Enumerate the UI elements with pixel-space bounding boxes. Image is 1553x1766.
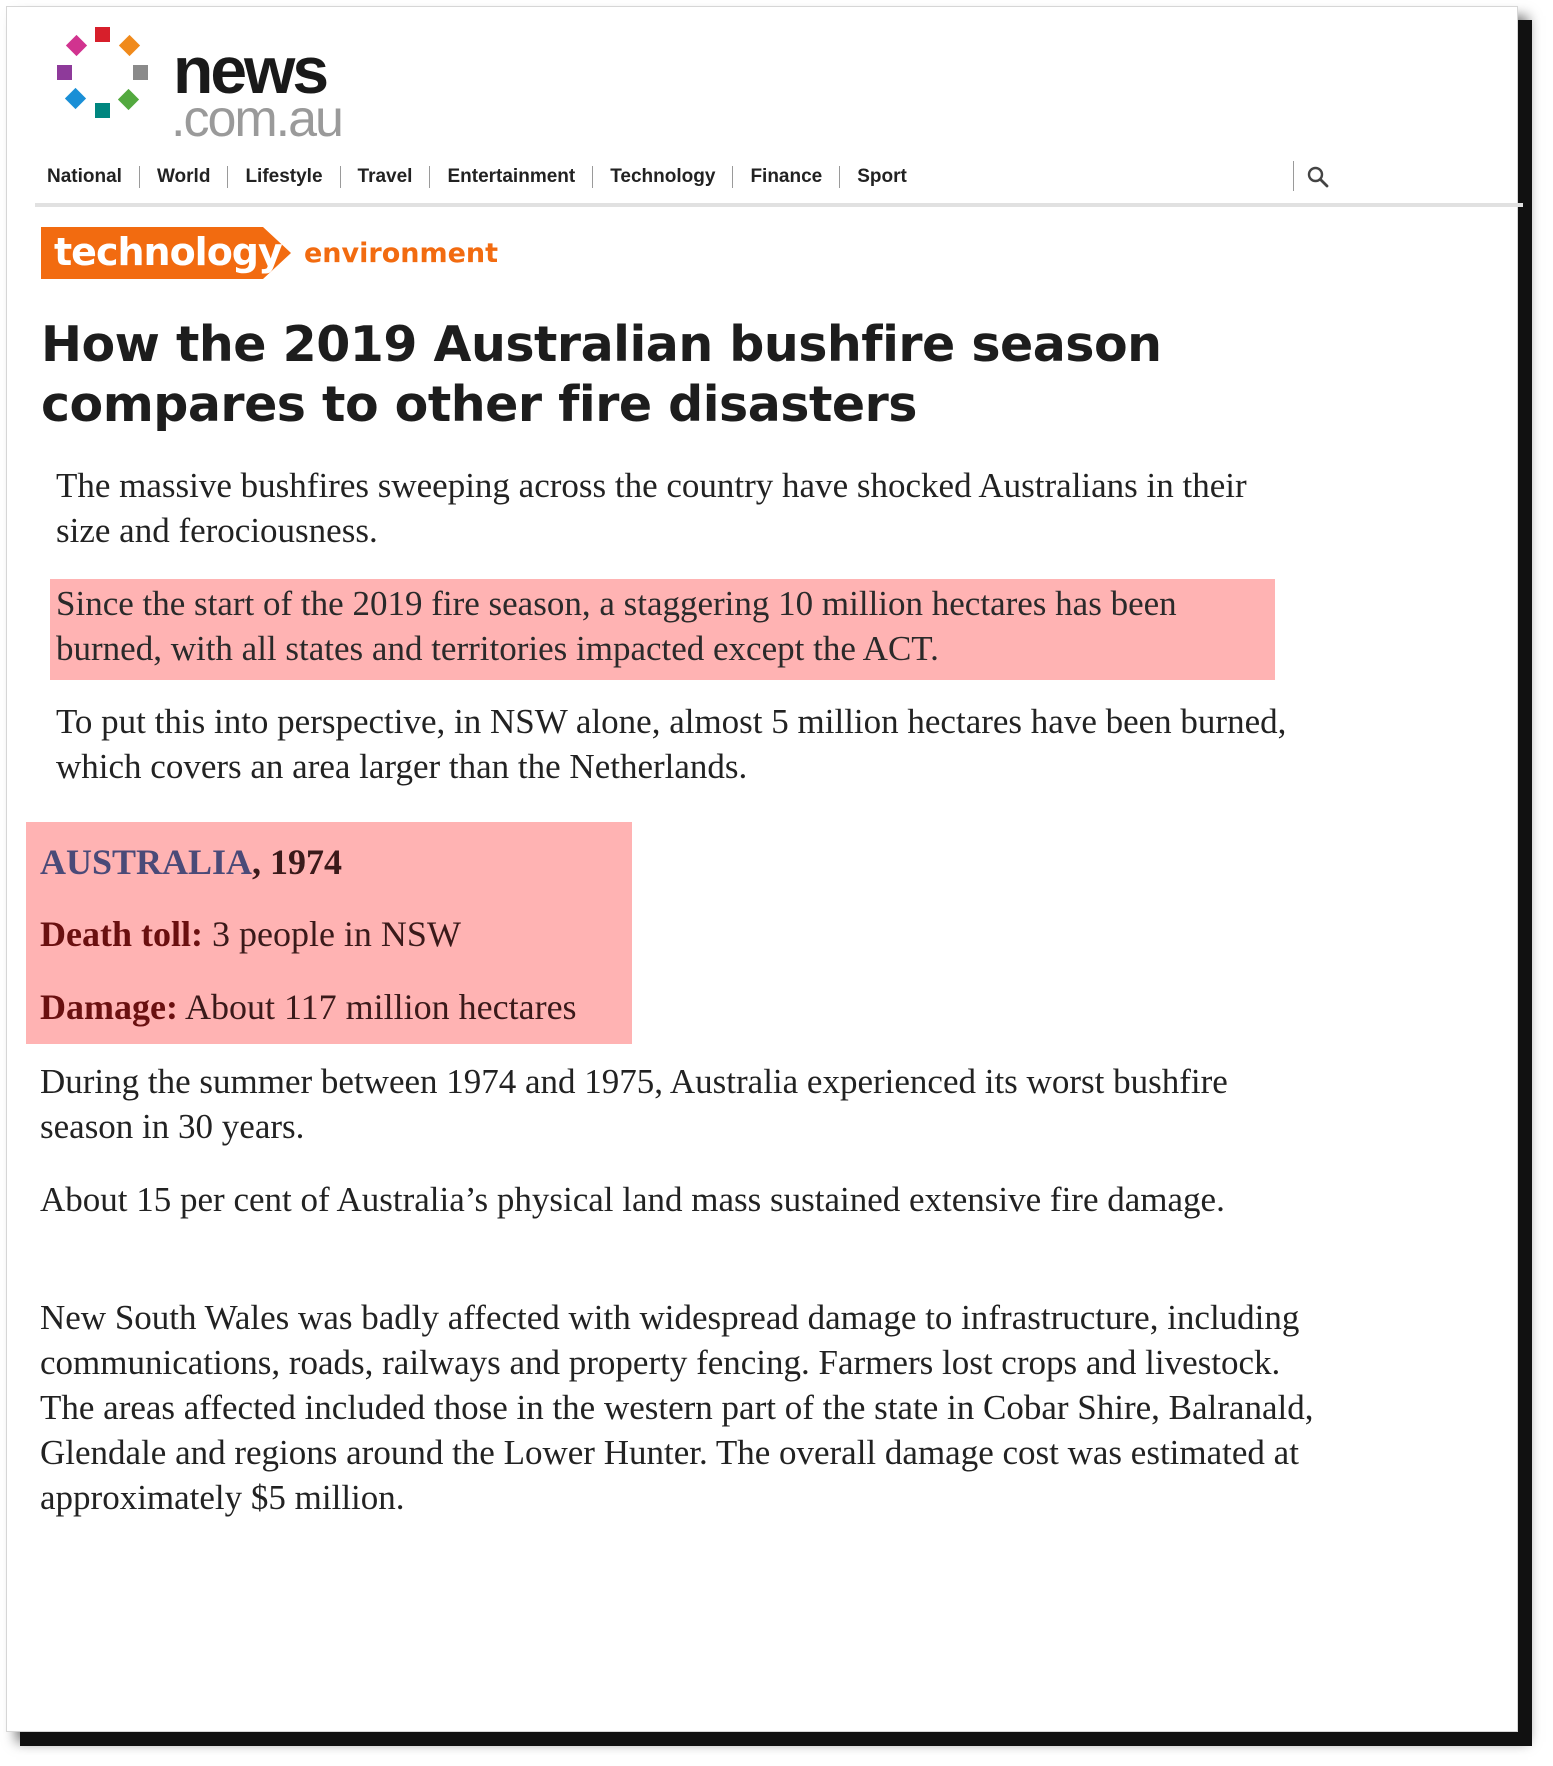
- fact-box: [26, 822, 632, 1044]
- fact-box-title: [40, 840, 342, 884]
- logo-dot: [95, 103, 110, 118]
- nav-item-world[interactable]: World: [140, 166, 228, 188]
- nav-item-entertainment[interactable]: Entertainment: [430, 166, 593, 188]
- nav-list: [35, 159, 924, 195]
- subsection-tag-environment[interactable]: environment: [304, 238, 499, 269]
- fact-value: 3 people in NSW: [202, 914, 461, 954]
- fact-damage: [40, 985, 577, 1029]
- section-tag-technology[interactable]: [41, 227, 291, 279]
- nav-item-travel[interactable]: Travel: [341, 166, 431, 188]
- fact-label: Damage:: [40, 987, 178, 1027]
- logo-wordmark: news: [173, 33, 327, 107]
- highlighted-paragraph: Since the start of the 2019 fire season, a staggering 10 million hectares has been burned, with all states and territories impacted except the ACT.: [56, 584, 1177, 668]
- logo-dot: [66, 35, 87, 56]
- logo-dot: [65, 88, 86, 109]
- logo-mark-icon: [57, 25, 167, 135]
- logo-domain: .com.au: [171, 90, 342, 148]
- article-paragraph: To put this into perspective, in NSW alone, almost 5 million hectares have been burned, which covers an area larger than the Netherlands.: [56, 702, 1287, 786]
- logo-dot: [133, 65, 148, 80]
- fact-year: , 1974: [252, 842, 343, 882]
- logo-dot: [119, 35, 140, 56]
- article-card: [6, 6, 1518, 1732]
- nav-item-technology[interactable]: Technology: [593, 166, 733, 188]
- fact-death-toll: [40, 912, 461, 956]
- section-tag-label: technology: [54, 230, 282, 274]
- logo-dot: [95, 27, 110, 42]
- search-icon: [1306, 165, 1330, 189]
- fact-value: About 117 million hectares: [177, 987, 577, 1027]
- logo-dot: [118, 89, 139, 110]
- search-button[interactable]: [1293, 161, 1334, 191]
- nav-item-lifestyle[interactable]: Lifestyle: [228, 166, 340, 188]
- main-nav: [35, 159, 1523, 203]
- article-paragraph: New South Wales was badly affected with widespread damage to infrastructure, including communications, roads, railways and property fencing. Farmers lost crops and livestock. The areas affected included those in the western part of the state in Cobar Shire, Balranald, Glendale and regions around the Lower Hunter. The overall damage cost was estimated at approximately $5 million.: [40, 1298, 1314, 1517]
- article-paragraph: About 15 per cent of Australia’s physical land mass sustained extensive fire damage.: [40, 1180, 1225, 1219]
- article-headline: How the 2019 Australian bushfire season compares to other fire disasters: [41, 316, 1162, 433]
- fact-label: Death toll:: [40, 914, 203, 954]
- logo-dot: [57, 65, 72, 80]
- article-paragraph: The massive bushfires sweeping across the country have shocked Australians in their size and ferociousness.: [56, 466, 1247, 550]
- nav-item-finance[interactable]: Finance: [733, 166, 840, 188]
- fact-place-link[interactable]: AUSTRALIA: [40, 842, 253, 882]
- nav-item-national[interactable]: National: [35, 166, 140, 188]
- article-paragraph: During the summer between 1974 and 1975, Australia experienced its worst bushfire season in 30 years.: [40, 1062, 1228, 1146]
- site-logo[interactable]: [57, 25, 377, 148]
- nav-item-sport[interactable]: Sport: [857, 166, 907, 187]
- nav-divider: [35, 203, 1523, 207]
